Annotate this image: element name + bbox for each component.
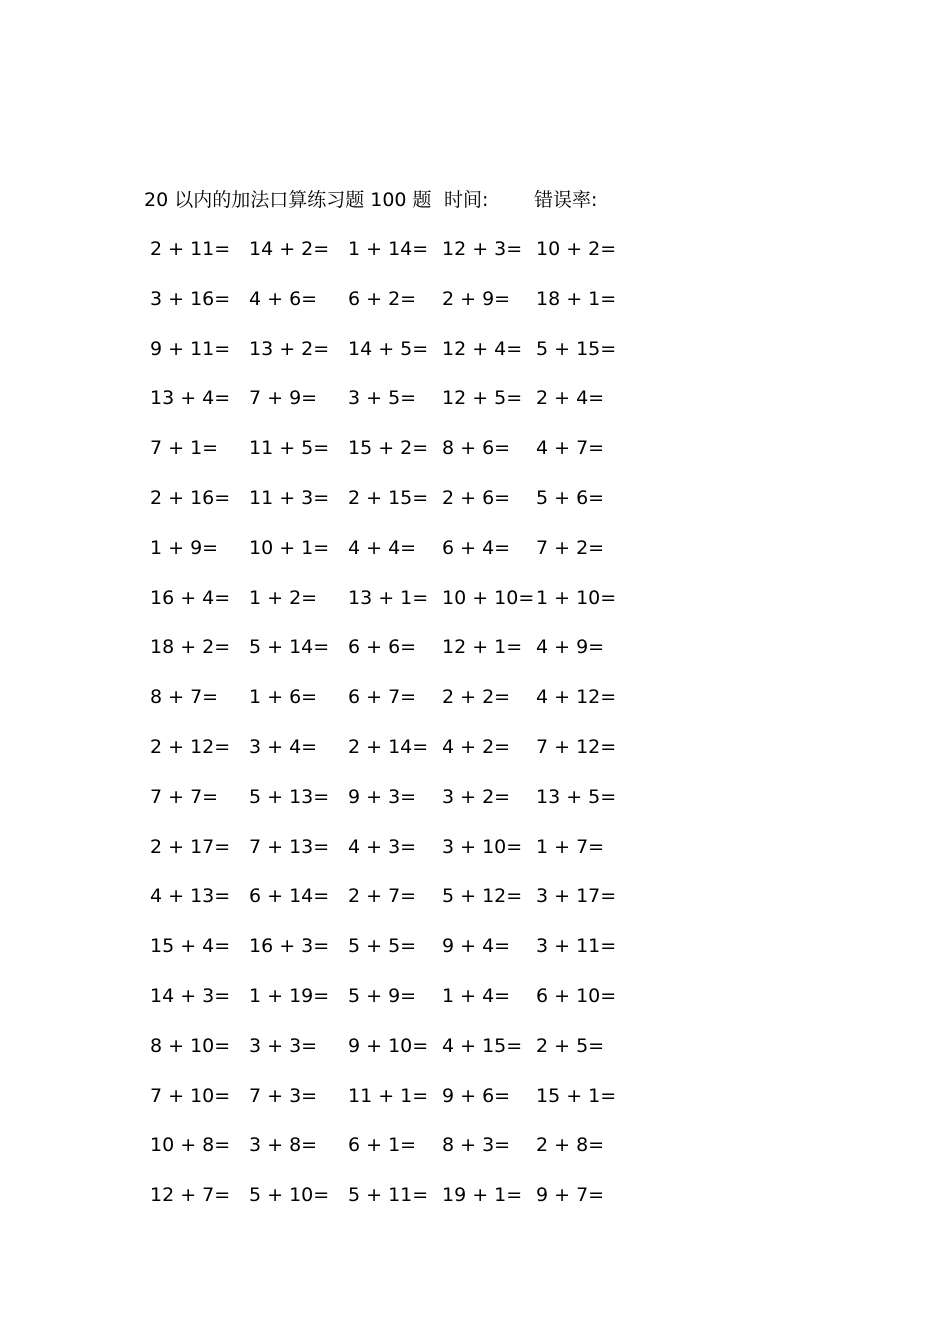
addition-problem: 12 + 7=	[150, 1184, 231, 1207]
addition-problem: 4 + 4=	[348, 536, 417, 559]
addition-problem: 9 + 10=	[348, 1034, 429, 1057]
addition-problem: 4 + 2=	[442, 736, 511, 758]
addition-problem: 3 + 16=	[150, 287, 231, 310]
addition-problem: 3 + 8=	[249, 1134, 318, 1157]
addition-problem: 5 + 10=	[249, 1184, 330, 1207]
addition-problem: 8 + 6=	[442, 437, 511, 460]
addition-problem: 1 + 7=	[536, 835, 605, 858]
addition-problem: 3 + 3=	[249, 1034, 318, 1057]
addition-problem: 7 + 10=	[150, 1084, 231, 1107]
addition-problem: 12 + 1=	[442, 636, 523, 659]
addition-problem: 12 + 3=	[442, 238, 523, 260]
addition-problem: 2 + 16=	[150, 487, 231, 509]
addition-problem: 5 + 5=	[348, 935, 417, 958]
addition-problem: 11 + 3=	[249, 487, 330, 509]
addition-problem: 3 + 2=	[442, 785, 511, 808]
addition-problem: 9 + 11=	[150, 337, 231, 360]
addition-problem: 2 + 5=	[536, 1034, 605, 1057]
addition-problem: 7 + 2=	[536, 536, 605, 559]
addition-problem: 2 + 4=	[536, 387, 605, 410]
addition-problem: 9 + 4=	[442, 935, 511, 958]
addition-problem: 2 + 17=	[150, 835, 231, 858]
addition-problem: 3 + 5=	[348, 387, 417, 410]
addition-problem: 6 + 2=	[348, 287, 417, 310]
addition-problem: 2 + 7=	[348, 885, 417, 908]
addition-problem: 11 + 1=	[348, 1084, 429, 1107]
addition-problem: 12 + 4=	[442, 337, 523, 360]
addition-problem: 8 + 3=	[442, 1134, 511, 1157]
addition-problem: 4 + 6=	[249, 287, 318, 310]
addition-problem: 5 + 6=	[536, 487, 605, 509]
addition-problem: 6 + 10=	[536, 985, 617, 1007]
addition-problem: 10 + 10=	[442, 586, 535, 609]
addition-problem: 10 + 1=	[249, 536, 330, 559]
addition-problem: 4 + 12=	[536, 686, 617, 709]
addition-problem: 3 + 11=	[536, 935, 617, 958]
addition-problem: 7 + 3=	[249, 1084, 318, 1107]
addition-problem: 2 + 8=	[536, 1134, 605, 1157]
addition-problem: 4 + 3=	[348, 835, 417, 858]
addition-problem: 4 + 9=	[536, 636, 605, 659]
addition-problem: 2 + 12=	[150, 736, 231, 758]
addition-problem: 8 + 7=	[150, 686, 219, 709]
addition-problem: 16 + 4=	[150, 586, 231, 609]
addition-problem: 15 + 1=	[536, 1084, 617, 1107]
error-rate-label: 错误率:	[534, 189, 598, 211]
addition-problem: 13 + 1=	[348, 586, 429, 609]
addition-problem: 11 + 5=	[249, 437, 330, 460]
addition-problem: 16 + 3=	[249, 935, 330, 958]
addition-problem: 1 + 6=	[249, 686, 318, 709]
addition-problem: 10 + 2=	[536, 238, 617, 260]
addition-problem: 6 + 4=	[442, 536, 511, 559]
addition-problem: 1 + 14=	[348, 238, 429, 260]
addition-problem: 2 + 6=	[442, 487, 511, 509]
time-label: 时间:	[444, 189, 489, 211]
addition-problem: 2 + 14=	[348, 736, 429, 758]
worksheet-title: 20 以内的加法口算练习题 100 题	[144, 189, 432, 211]
addition-problem: 1 + 4=	[442, 985, 511, 1007]
addition-problem: 6 + 14=	[249, 885, 330, 908]
addition-problem: 10 + 8=	[150, 1134, 231, 1157]
addition-problem: 7 + 1=	[150, 437, 219, 460]
addition-problem: 2 + 2=	[442, 686, 511, 709]
addition-problem: 2 + 9=	[442, 287, 511, 310]
addition-problem: 4 + 7=	[536, 437, 605, 460]
addition-problem: 6 + 6=	[348, 636, 417, 659]
addition-problem: 13 + 2=	[249, 337, 330, 360]
addition-problem: 14 + 2=	[249, 238, 330, 260]
addition-problem: 12 + 5=	[442, 387, 523, 410]
addition-problem: 14 + 5=	[348, 337, 429, 360]
addition-problem: 7 + 9=	[249, 387, 318, 410]
addition-problem: 4 + 15=	[442, 1034, 523, 1057]
addition-problem: 5 + 11=	[348, 1184, 429, 1207]
addition-problem: 1 + 10=	[536, 586, 617, 609]
addition-problem: 13 + 5=	[536, 785, 617, 808]
addition-problem: 1 + 19=	[249, 985, 330, 1007]
addition-problem: 7 + 12=	[536, 736, 617, 758]
addition-problem: 15 + 4=	[150, 935, 231, 958]
addition-problem: 6 + 1=	[348, 1134, 417, 1157]
addition-problem: 1 + 2=	[249, 586, 318, 609]
addition-problem: 18 + 2=	[150, 636, 231, 659]
addition-problem: 9 + 3=	[348, 785, 417, 808]
addition-problem: 7 + 13=	[249, 835, 330, 858]
addition-problem: 5 + 13=	[249, 785, 330, 808]
addition-problem: 3 + 10=	[442, 835, 523, 858]
addition-problem: 3 + 4=	[249, 736, 318, 758]
addition-problem: 8 + 10=	[150, 1034, 231, 1057]
addition-problem: 9 + 7=	[536, 1184, 605, 1207]
addition-problem: 3 + 17=	[536, 885, 617, 908]
addition-problem: 15 + 2=	[348, 437, 429, 460]
addition-problem: 2 + 15=	[348, 487, 429, 509]
addition-problem: 1 + 9=	[150, 536, 219, 559]
addition-problem: 7 + 7=	[150, 785, 219, 808]
addition-problem: 5 + 9=	[348, 985, 417, 1007]
addition-problem: 4 + 13=	[150, 885, 231, 908]
addition-problem: 2 + 11=	[150, 238, 231, 260]
addition-problem: 5 + 14=	[249, 636, 330, 659]
addition-problem: 13 + 4=	[150, 387, 231, 410]
addition-problem: 5 + 15=	[536, 337, 617, 360]
addition-problem: 14 + 3=	[150, 985, 231, 1007]
addition-problem: 5 + 12=	[442, 885, 523, 908]
addition-problem: 6 + 7=	[348, 686, 417, 709]
addition-problem: 9 + 6=	[442, 1084, 511, 1107]
addition-problem: 18 + 1=	[536, 287, 617, 310]
addition-problem: 19 + 1=	[442, 1184, 523, 1207]
